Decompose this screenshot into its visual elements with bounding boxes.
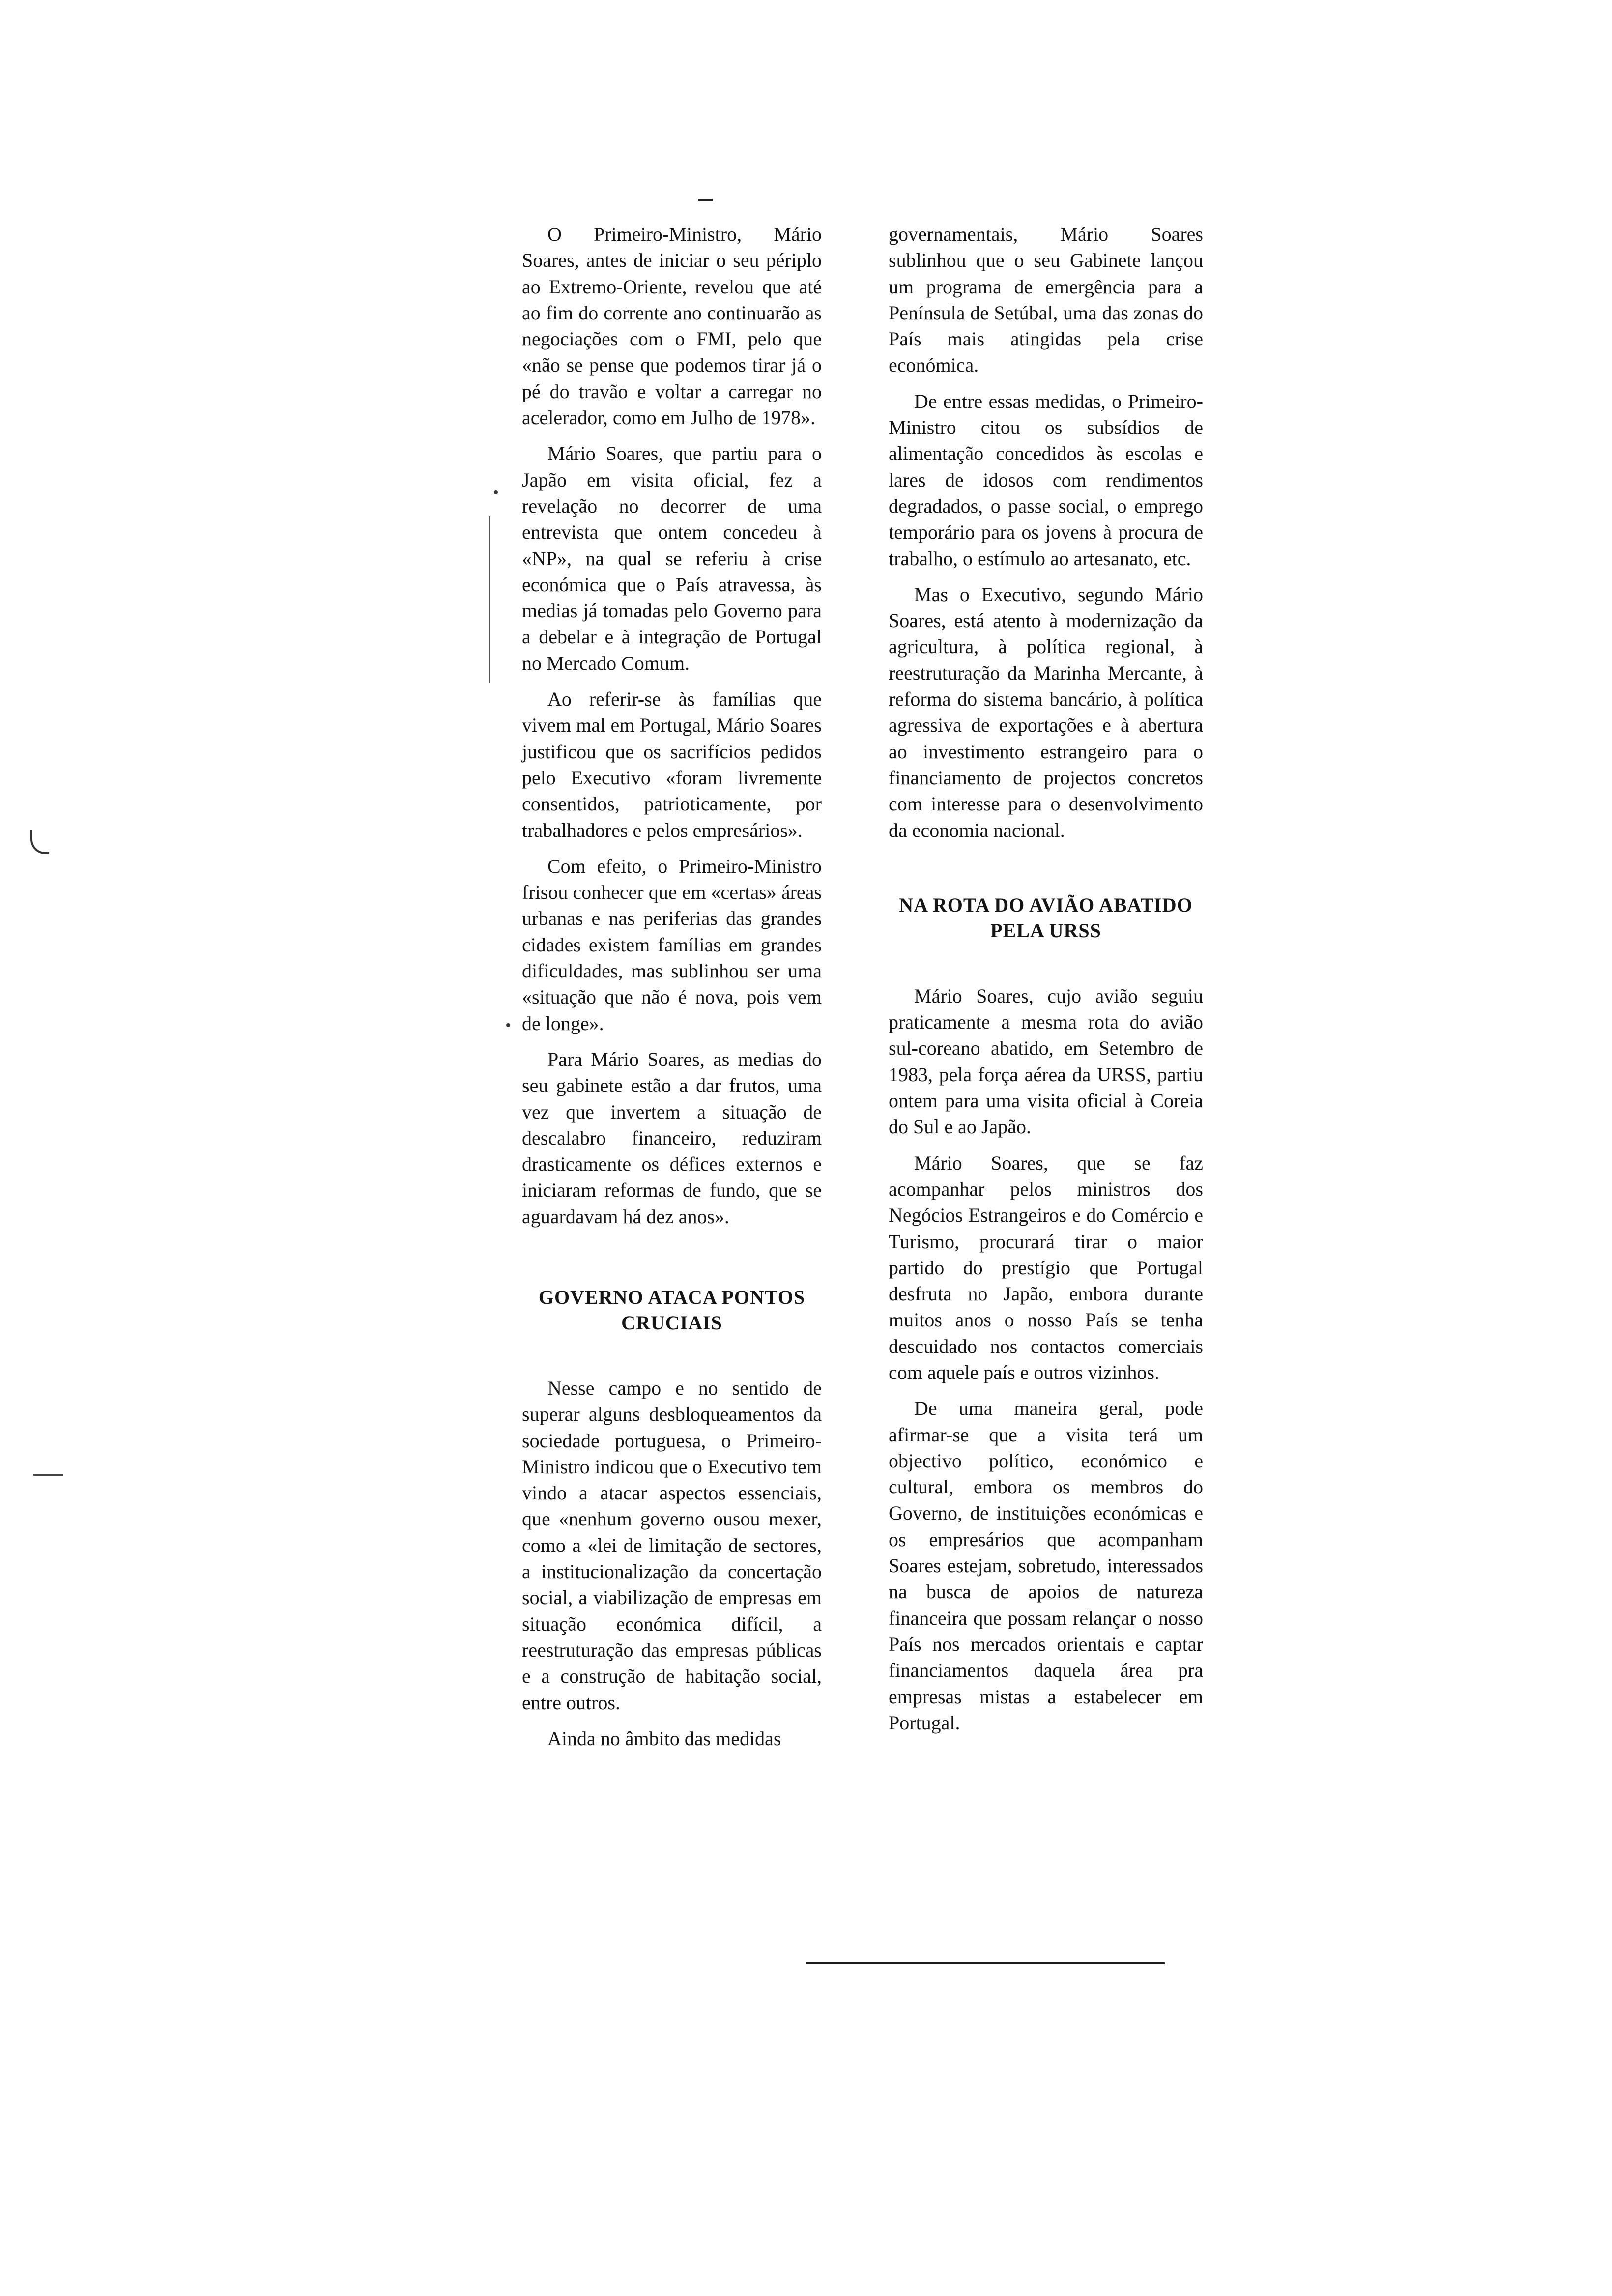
article-paragraph: Ao referir-se às famílias que vivem mal em Portugal, Mário Soares justificou que os sacrifícios pedidos pelo Executivo «foram livremente consentidos, patrioticamente, por trabalhadores e pelos empresários». bbox=[522, 688, 822, 841]
article-paragraph: Mário Soares, que se faz acompanhar pelos ministros dos Negócios Estrangeiros e do Comércio e Turismo, procurará tirar o maior partido do prestígio que Portugal desfruta no Japão, embora durante muitos anos o nosso País se tenha descuidado nos contactos comerciais com aquele país e outros vizinhos. bbox=[889, 1151, 1203, 1383]
article-paragraph: Mas o Executivo, segundo Mário Soares, está atento à modernização da agricultura, à política regional, à reestruturação da Marinha Mercante, à reforma do sistema bancário, à política agressiva de exportações e à abertura ao investimento estrangeiro para o financiamento de projectos concretos com interesse para o desenvolvimento da economia nacional. bbox=[889, 583, 1203, 841]
article-paragraph: De uma maneira geral, pode afirmar-se que a visita terá um objectivo político, económico e cultural, embora os membros do Governo, de instituições económicas e os empresários que acompanham Soares estejam, sobretudo, interessados na busca de apoios de natureza financeira que possam relançar o nosso País nos mercados orientais e captar financiamentos daquela área pra empresas mistas a estabelecer em Portugal. bbox=[889, 1397, 1203, 1734]
article-paragraph: O Primeiro-Ministro, Mário Soares, antes de iniciar o seu périplo ao Extremo-Oriente, revelou que até ao fim do corrente ano continuarão as negociações com o FMI, pelo que «não se pense que podemos tirar já o pé do travão e voltar a carregar no acelerador, como em Julho de 1978». bbox=[522, 223, 822, 429]
margin-dash-mark bbox=[33, 1474, 63, 1476]
left-column bbox=[522, 221, 822, 1751]
top-dash-mark bbox=[698, 199, 713, 201]
margin-vertical-line bbox=[489, 516, 490, 683]
margin-curve-mark bbox=[30, 830, 49, 854]
article-paragraph: De entre essas medidas, o Primeiro-Ministro citou os subsídios de alimentação concedidos às escolas e lares de idosos com rendimentos degradados, o passe social, o emprego temporário para os jovens à procura de trabalho, o estímulo ao artesanato, etc. bbox=[889, 390, 1203, 570]
section-heading-rota: NA ROTA DO AVIÃO ABATIDO PELA URSS bbox=[899, 893, 1193, 942]
section-heading-governo: GOVERNO ATACA PONTOS CRUCIAIS bbox=[538, 1286, 806, 1334]
article-paragraph: Mário Soares, que partiu para o Japão em visita oficial, fez a revelação no decorrer de uma entrevista que ontem concedeu à «NP», na qual se referiu à crise económica que o País atravessa, às medias já tomadas pelo Governo para a debelar e à integração de Portugal no Mercado Comum. bbox=[522, 442, 822, 674]
article-paragraph: Mário Soares, cujo avião seguiu praticamente a mesma rota do avião sul-coreano abatido, em Setembro de 1983, pela força aérea da URSS, partiu ontem para uma visita oficial à Coreia do Sul e ao Japão. bbox=[889, 984, 1203, 1138]
article-paragraph: Para Mário Soares, as medias do seu gabinete estão a dar frutos, uma vez que invertem a situação de descalabro financeiro, reduziram drasticamente os défices externos e iniciaram reformas de fundo, que se aguardavam há dez anos». bbox=[522, 1048, 822, 1228]
article-paragraph: Ainda no âmbito das medidas bbox=[547, 1727, 781, 1750]
margin-dot bbox=[494, 490, 498, 494]
article-paragraph: Com efeito, o Primeiro-Ministro frisou conhecer que em «certas» áreas urbanas e nas periferias das grandes cidades existem famílias em grandes dificuldades, mas sublinhou ser uma «situação que não é nova, pois vem de longe». bbox=[522, 855, 822, 1034]
right-column bbox=[889, 221, 1203, 1736]
bottom-rule bbox=[806, 1962, 1165, 1964]
article-paragraph: governamentais, Mário Soares sublinhou que o seu Gabinete lançou um programa de emergência para a Península de Setúbal, uma das zonas do País mais atingidas pela crise económica. bbox=[889, 223, 1203, 376]
article-paragraph: Nesse campo e no sentido de superar alguns desbloqueamentos da sociedade portuguesa, o Primeiro-Ministro indicou que o Executivo tem vindo a atacar aspectos essenciais, que «nenhum governo ousou mexer, como a «lei de limitação de sectores, a institucionalização da concertação social, a viabilização de empresas em situação económica difícil, a reestruturação das empresas públicas e a construção de habitação social, entre outros. bbox=[522, 1377, 822, 1714]
margin-dot bbox=[506, 1023, 510, 1027]
